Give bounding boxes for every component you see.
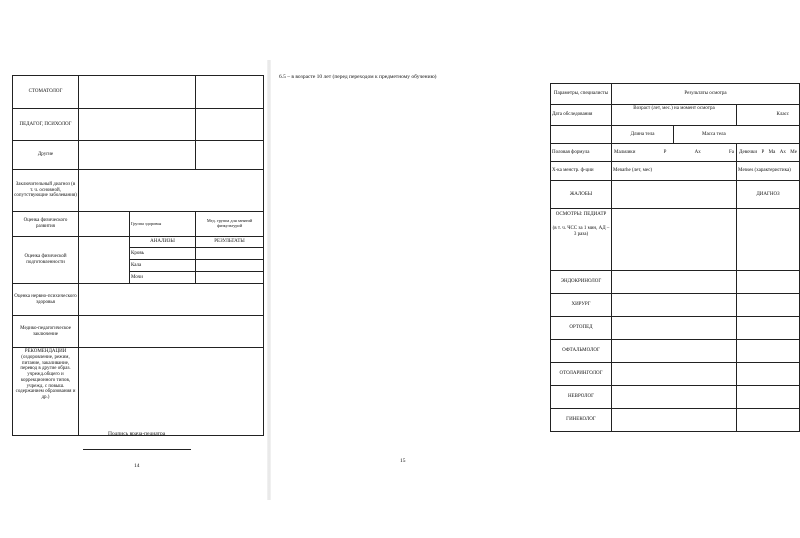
exam-pediatr-title: ОСМОТРЫ: ПЕДИАТР xyxy=(555,212,607,217)
girls-opt-me[interactable]: Me xyxy=(790,149,797,155)
analysis-blood: Кровь xyxy=(130,248,196,260)
complaints-cell[interactable] xyxy=(612,181,737,209)
row-neuro: Оценка нервно-психического здоровья xyxy=(13,284,79,316)
dentist-cell[interactable] xyxy=(79,76,196,109)
girls-opt-ax[interactable]: Ax xyxy=(779,149,786,155)
health-group-label: Группа здоровья xyxy=(130,212,196,237)
exam-date-label: Дата обследования xyxy=(551,105,612,126)
analysis-urine: Мочи xyxy=(130,272,196,284)
analyses-header: АНАЛИЗЫ xyxy=(130,237,196,248)
girls-cell[interactable] xyxy=(737,144,800,162)
feces-result[interactable] xyxy=(196,260,264,272)
pediatr-diagnosis-cell[interactable] xyxy=(737,209,800,271)
fitness-cell[interactable] xyxy=(79,237,130,284)
specialist-neurologist: НЕВРОЛОГ xyxy=(551,386,612,409)
signature-line[interactable] xyxy=(83,449,191,450)
ent-diagnosis[interactable] xyxy=(737,363,800,386)
others-cell[interactable] xyxy=(79,141,196,170)
surgeon-cell[interactable] xyxy=(612,294,737,317)
med-group-label: Мед. группа для занятий физкультурой xyxy=(196,212,264,237)
row-med-ped: Медико-педагогическое заключение xyxy=(13,316,79,348)
analysis-feces: Кала xyxy=(130,260,196,272)
ophthalmologist-diagnosis[interactable] xyxy=(737,340,800,363)
med-ped-cell[interactable] xyxy=(79,316,264,348)
orthopedist-cell[interactable] xyxy=(612,317,737,340)
class-label: Класс xyxy=(737,105,800,126)
row-final-diagnosis: Заключительный диагноз (в т. ч. основной, сопутствующие заболевания) xyxy=(13,170,79,212)
urine-result[interactable] xyxy=(196,272,264,284)
results-header: РЕЗУЛЬТАТЫ xyxy=(196,237,264,248)
pediatr-exam-cell[interactable] xyxy=(612,209,737,271)
weight-label: Масса тела xyxy=(674,126,800,144)
recommendations-cell[interactable] xyxy=(79,348,264,436)
page-number-right: 15 xyxy=(400,458,406,464)
endocrinologist-cell[interactable] xyxy=(612,271,737,294)
diagnosis-label: ДИАГНОЗ xyxy=(737,181,800,209)
menarche-label: Menarhe (лет, мес) xyxy=(612,162,737,181)
boys-opt-p[interactable]: P xyxy=(663,149,667,155)
teacher-psych-cell-2[interactable] xyxy=(196,109,264,141)
final-diagnosis-cell[interactable] xyxy=(79,170,264,212)
exam-pediatr-label xyxy=(551,209,612,271)
menstr-label: Х-ка менстр. ф-ции xyxy=(551,162,612,181)
boys-opt-ax[interactable]: Ax xyxy=(694,149,701,155)
row-fitness: Оценка физической подготовленности xyxy=(13,237,79,284)
right-exam-table xyxy=(550,83,800,432)
sex-formula-label: Половая формула xyxy=(551,144,612,162)
age-at-exam-label: Возраст (лет, мес.) на момент осмотра xyxy=(612,105,737,126)
gynecologist-diagnosis[interactable] xyxy=(737,409,800,432)
row-others: Другие xyxy=(13,141,79,170)
ophthalmologist-cell[interactable] xyxy=(612,340,737,363)
others-cell-2[interactable] xyxy=(196,141,264,170)
teacher-psych-cell[interactable] xyxy=(79,109,196,141)
ent-cell[interactable] xyxy=(612,363,737,386)
section-heading: 6.5 – в возрасте 10 лет (перед переходом к предметному обучению) xyxy=(279,74,437,80)
specialist-gynecologist: ГИНЕКОЛОГ xyxy=(551,409,612,432)
results-label: Результаты осмотра xyxy=(612,84,800,105)
dentist-cell-2[interactable] xyxy=(196,76,264,109)
neurologist-diagnosis[interactable] xyxy=(737,386,800,409)
params-label: Параметры, специалисты xyxy=(551,84,612,105)
endocrinologist-diagnosis[interactable] xyxy=(737,271,800,294)
specialist-orthopedist: ОРТОПЕД xyxy=(551,317,612,340)
row-dentist: СТОМАТОЛОГ xyxy=(13,76,79,109)
girls-opt-ma[interactable]: Ma xyxy=(768,149,776,155)
height-label: Длина тела xyxy=(612,126,674,144)
right-page xyxy=(269,0,797,538)
row-physical-dev: Оценка физического развития xyxy=(13,212,79,237)
left-page xyxy=(0,0,269,538)
row-teacher-psych: ПЕДАГОГ, ПСИХОЛОГ xyxy=(13,109,79,141)
complaints-label: ЖАЛОБЫ xyxy=(551,181,612,209)
blood-result[interactable] xyxy=(196,248,264,260)
boys-label: Мальчики xyxy=(614,149,636,155)
orthopedist-diagnosis[interactable] xyxy=(737,317,800,340)
neuro-cell[interactable] xyxy=(79,284,264,316)
specialist-ent: ОТОЛАРИНГОЛОГ xyxy=(551,363,612,386)
neurologist-cell[interactable] xyxy=(612,386,737,409)
height-weight-blank xyxy=(551,126,612,144)
physical-dev-cell[interactable] xyxy=(79,212,130,237)
surgeon-diagnosis[interactable] xyxy=(737,294,800,317)
menses-label: Menses (характеристика) xyxy=(737,162,800,181)
girls-label: Девочки xyxy=(739,149,758,155)
specialist-endocrinologist: ЭНДОКРИНОЛОГ xyxy=(551,271,612,294)
girls-opt-p[interactable]: P xyxy=(761,149,765,155)
left-exam-table xyxy=(12,75,264,436)
boys-cell[interactable] xyxy=(612,144,737,162)
exam-pediatr-note: (в т. ч. ЧСС за 1 мин, АД – 3 раза) xyxy=(552,225,610,237)
specialist-surgeon: ХИРУРГ xyxy=(551,294,612,317)
specialist-ophthalmologist: ОФТАЛЬМОЛОГ xyxy=(551,340,612,363)
boys-opt-fa[interactable]: Fa xyxy=(728,149,734,155)
gynecologist-cell[interactable] xyxy=(612,409,737,432)
page-number-left: 14 xyxy=(134,463,140,469)
row-recommendations: РЕКОМЕНДАЦИИ (оздоровление, режим, питание, закаливание, перевод в другие образ. учрежд.общего и коррекционного типов, учрежд. с повыш. содержанием образования и др.) xyxy=(13,348,79,436)
signature-caption: Подпись врача-педиатра xyxy=(108,431,166,437)
